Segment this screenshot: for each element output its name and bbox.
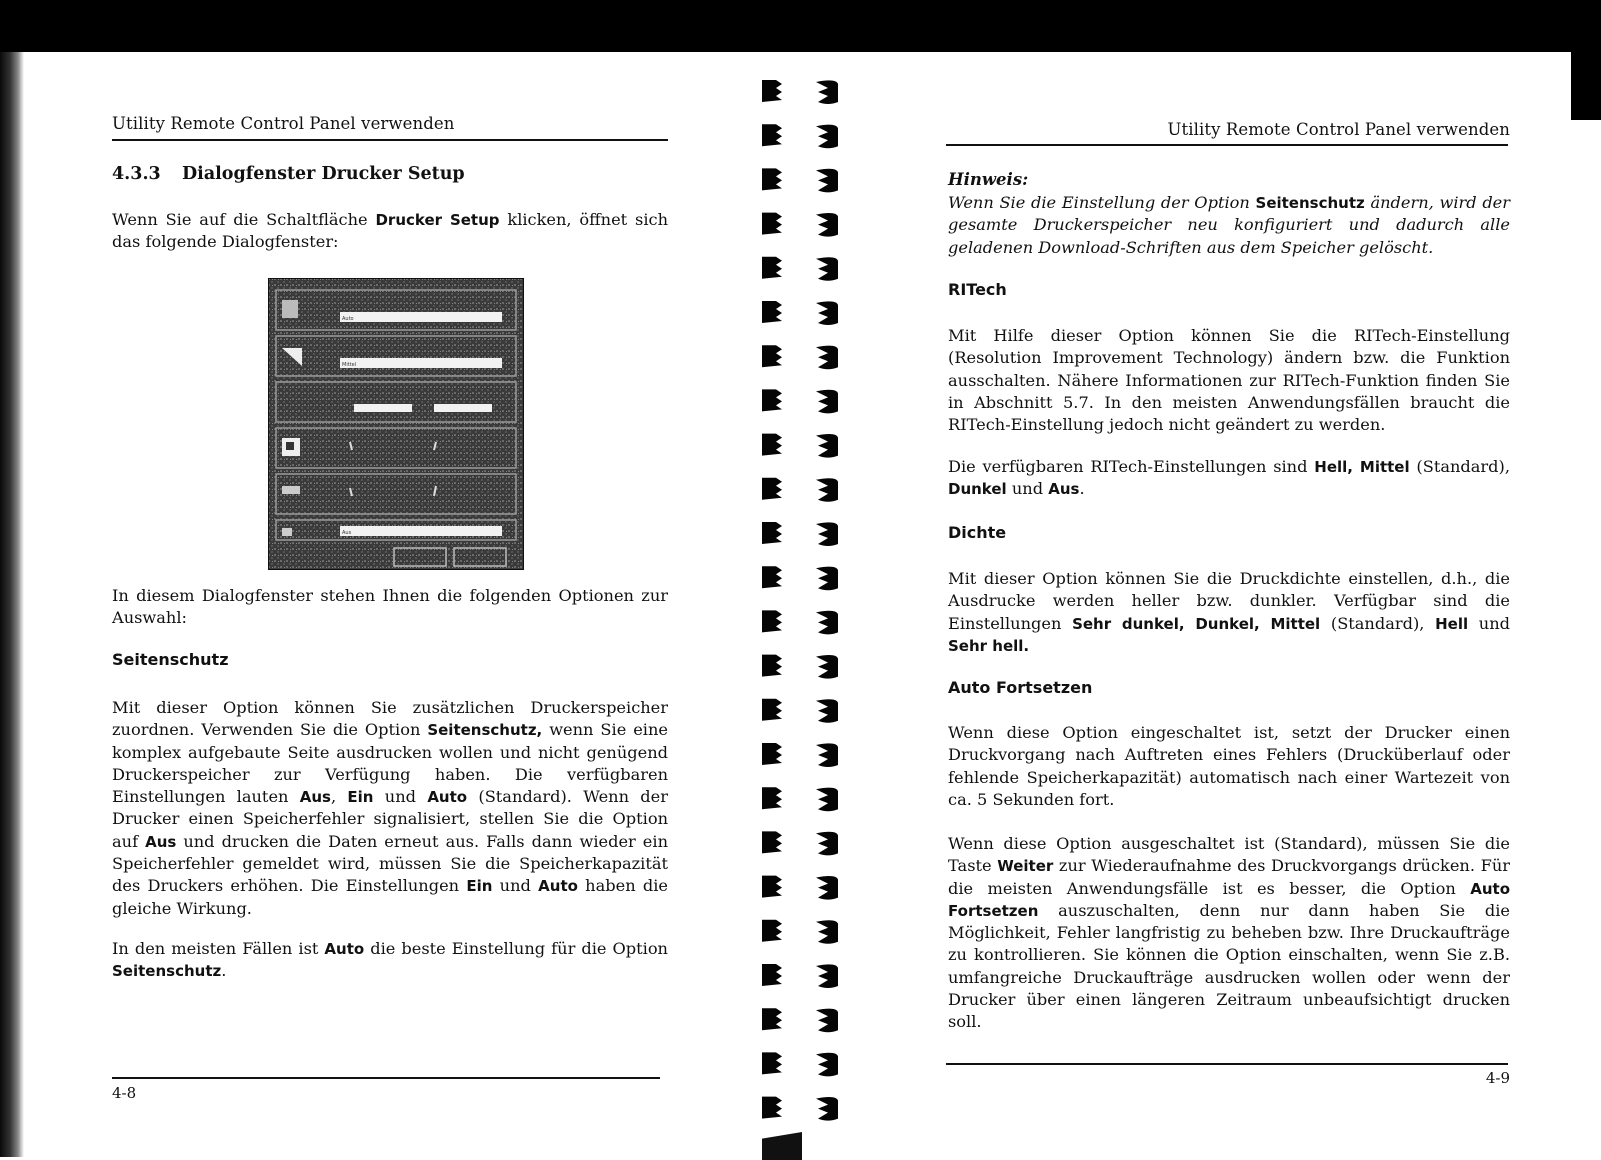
binding-ring-left — [762, 1008, 782, 1030]
page-number-right: 4-9 — [1485, 1069, 1510, 1087]
section-title: Dialogfenster Drucker Setup — [182, 164, 465, 184]
binding-ring-right — [816, 346, 838, 370]
scan-top-border — [0, 0, 1601, 52]
binding-ring-left — [762, 964, 782, 986]
binding-ring-left — [762, 434, 782, 456]
binding-ring-right — [816, 1097, 838, 1121]
binding-ring-right — [816, 743, 838, 767]
binding-ring-right — [816, 655, 838, 679]
binding-ring-right — [816, 1009, 838, 1033]
binding-ring-right — [816, 611, 838, 635]
binding-ring-left — [762, 831, 782, 853]
binding-ring-left — [762, 655, 782, 677]
binding-ring-right — [816, 876, 838, 900]
footer-rule-left — [112, 1077, 660, 1079]
binding-ring-right — [816, 1053, 838, 1077]
binding-ring-left — [762, 257, 782, 279]
auto-fortsetzen-heading: Auto Fortsetzen — [948, 678, 1093, 697]
page-number-left: 4-8 — [112, 1084, 137, 1102]
binding-ring-right — [816, 522, 838, 546]
binding-ring-right — [816, 125, 838, 149]
binding-ring-left — [762, 787, 782, 809]
dialog-field-6-text: Aus — [342, 530, 352, 536]
dichte-paragraph: Mit dieser Option können Sie die Druckdichte einstellen, d.h., die Ausdrucke werden heller bzw. dunkler. Verfügbar sind die Einstellungen Sehr dunkel, Dunkel, Mittel (Standard), Hell und Sehr hell. — [948, 569, 1511, 655]
binding-ring-left — [762, 345, 782, 367]
header-rule-right — [946, 144, 1508, 146]
spiral-binding — [762, 70, 872, 1160]
binding-ring-right — [816, 832, 838, 856]
section-heading — [112, 164, 465, 184]
binding-ring-left — [762, 1097, 782, 1119]
binding-ring-left — [762, 699, 782, 721]
binding-ring-right — [816, 478, 838, 502]
note-body: Wenn Sie die Einstellung der Option Seitenschutz ändern, wird der gesamte Druckerspeicher neu konfiguriert und dadurch alle geladenen Download-Schriften aus dem Speicher gelöscht. — [948, 193, 1510, 257]
binding-ring-right — [816, 213, 838, 237]
binding-ring-left — [762, 743, 782, 765]
section-number: 4.3.3 — [112, 164, 161, 184]
seitenschutz-tip-paragraph: In den meisten Fällen ist Auto die beste Einstellung für die Option Seitenschutz. — [112, 939, 668, 981]
header-rule-left — [112, 139, 668, 141]
seitenschutz-paragraph: Mit dieser Option können Sie zusätzlichen Druckerspeicher zuordnen. Verwenden Sie die Option Seitenschutz, wenn Sie eine komplex aufgebaute Seite ausdrucken wollen und nicht genügend Druckerspeicher zur Verfügung haben. Die verfügbaren Einstellungen lauten Aus, Ein und Auto (Standard). Wenn der Drucker einen Speicherfehler signalisiert, stellen Sie die Option auf Aus und drucken die Daten erneut aus. Falls dann wieder ein Speicherfehler gemeldet wird, müssen Sie die Speicherkapazität des Druckers erhöhen. Die Einstellungen Ein und Auto haben die gleiche Wirkung. — [112, 698, 668, 918]
ritech-options-paragraph: Die verfügbaren RITech-Einstellungen sind Hell, Mittel (Standard), Dunkel und Aus. — [948, 457, 1510, 499]
binding-ring-right — [816, 257, 838, 281]
footer-rule-right — [946, 1063, 1508, 1065]
binding-ring-left — [762, 610, 782, 632]
auto-fortsetzen-paragraph-1: Wenn diese Option eingeschaltet ist, setzt der Drucker einen Druckvorgang nach Auftreten eines Fehlers (Drucküberlauf oder fehlende Speicherkapazität) automatisch nach einer Wartezeit von ca. 5 Sekunden fort. — [948, 723, 1510, 809]
drucker-setup-dialog-image — [268, 278, 524, 570]
binding-ring-left — [762, 920, 782, 942]
binding-ring-left — [762, 301, 782, 323]
dichte-heading: Dichte — [948, 523, 1007, 542]
binding-ring-left — [762, 522, 782, 544]
running-head-left: Utility Remote Control Panel verwenden — [112, 114, 455, 133]
dialog-field-1-text: Auto — [342, 316, 354, 322]
binding-ring-left — [762, 566, 782, 588]
binding-ring-right — [816, 920, 838, 944]
binding-ring-left — [762, 213, 782, 235]
intro-paragraph: Wenn Sie auf die Schaltfläche Drucker Setup klicken, öffnet sich das folgende Dialogfenster: — [112, 210, 668, 252]
binding-ring-right — [816, 390, 838, 414]
dialog-field-2-text: Mittel — [342, 362, 357, 368]
binding-ring-left — [762, 80, 782, 102]
options-paragraph: In diesem Dialogfenster stehen Ihnen die folgenden Optionen zur Auswahl: — [112, 586, 668, 628]
scan-right-corner — [1571, 0, 1601, 120]
binding-ring-right — [816, 434, 838, 458]
seitenschutz-heading: Seitenschutz — [112, 650, 229, 669]
binding-ring-left — [762, 124, 782, 146]
binding-ring-right — [816, 80, 838, 104]
auto-fortsetzen-paragraph-2: Wenn diese Option ausgeschaltet ist (Standard), müssen Sie die Taste Weiter zur Wiederaufnahme des Druckvorgangs drücken. Für die meisten Anwendungsfälle ist es besser, die Option Auto Fortsetzen auszuschalten, denn nur dann haben Sie die Möglichkeit, Fehler langfristig zu beheben bzw. Ihre Druckaufträge zu kontrollieren. Sie können die Option einschalten, wenn Sie z.B. umfangreiche Druckaufträge ausdrucken wollen oder wenn der Drucker über einen längeren Zeitraum unbeaufsichtigt drucken soll. — [948, 834, 1510, 1032]
binding-ring-right — [816, 567, 838, 591]
binding-ring-left — [762, 1052, 782, 1074]
binding-ring-right — [816, 169, 838, 193]
binding-ring-left — [762, 389, 782, 411]
binding-ring-left — [762, 876, 782, 898]
note-title: Hinweis: — [948, 170, 1029, 189]
scan-left-edge — [0, 52, 24, 1157]
running-head-right: Utility Remote Control Panel verwenden — [1167, 120, 1510, 139]
binding-ring-right — [816, 699, 838, 723]
ritech-heading: RITech — [948, 280, 1007, 299]
binding-ring-left — [762, 168, 782, 190]
binding-ring-left — [762, 478, 782, 500]
binding-ring-right — [816, 964, 838, 988]
ritech-paragraph: Mit Hilfe dieser Option können Sie die RITech-Einstellung (Resolution Improvement Technology) ändern bzw. die Funktion ausschalten. Nähere Informationen zur RITech-Funktion finden Sie in Abschnitt 5.7. In den meisten Anwendungsfällen braucht die RITech-Einstellung jedoch nicht geändert zu werden. — [948, 326, 1510, 435]
binding-ring-right — [816, 788, 838, 812]
binding-ring-right — [816, 301, 838, 325]
